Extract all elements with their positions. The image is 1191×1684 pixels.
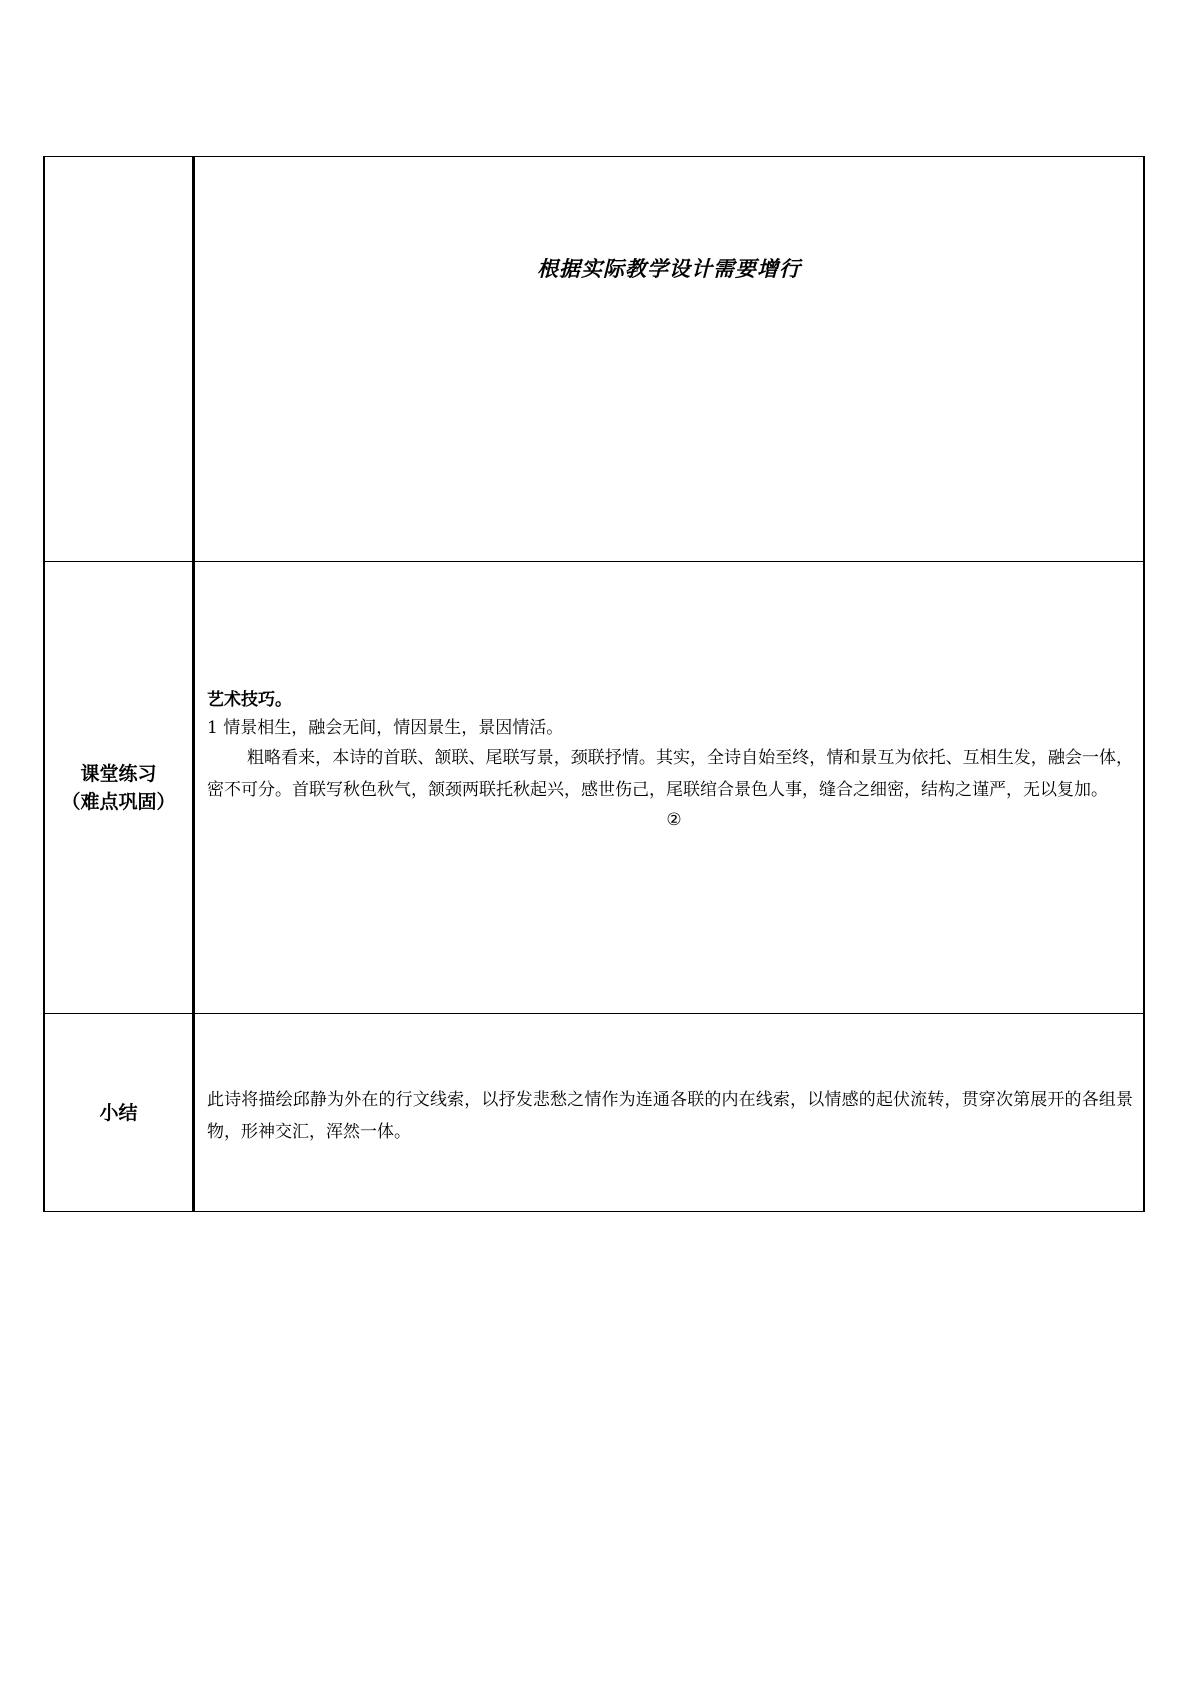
practice-label-subtitle: （难点巩固） — [61, 790, 176, 813]
practice-content — [207, 686, 1133, 834]
row-content-practice — [195, 562, 1143, 1013]
practice-point-1: 1 情景相生，融会无间，情因景生，景因情活。 — [207, 718, 564, 738]
summary-label: 小结 — [99, 1101, 138, 1124]
add-row-note: 根据实际教学设计需要增行 — [537, 257, 801, 281]
table-row-summary — [45, 1013, 1143, 1211]
row-label-summary — [45, 1014, 192, 1211]
summary-text: 此诗将描绘邱静为外在的行文线索，以抒发悲愁之情作为连通各联的内在线索，以情感的起伏流转，贯穿次第展开的各组景物，形神交汇，浑然一体。 — [207, 1090, 1133, 1142]
row-content-summary — [195, 1014, 1143, 1211]
table-row-extra — [45, 157, 1143, 561]
row-label-empty — [45, 157, 192, 561]
practice-label-title: 课堂练习 — [80, 762, 157, 785]
circled-number-marker: ② — [666, 810, 682, 830]
practice-paragraph: 粗略看来，本诗的首联、颔联、尾联写景，颈联抒情。其实，全诗自始至终，情和景互为依托、互相生发，融会一体，密不可分。首联写秋色秋气，颔颈两联托秋起兴，感世伤己，尾联绾合景色人事，缝合之细密，结构之谨严，无以复加。 — [207, 748, 1133, 800]
lesson-plan-table — [43, 156, 1145, 1212]
table-row-practice — [45, 561, 1143, 1013]
row-label-practice — [45, 562, 192, 1013]
row-content-extra — [195, 157, 1143, 561]
practice-heading: 艺术技巧。 — [207, 690, 292, 710]
